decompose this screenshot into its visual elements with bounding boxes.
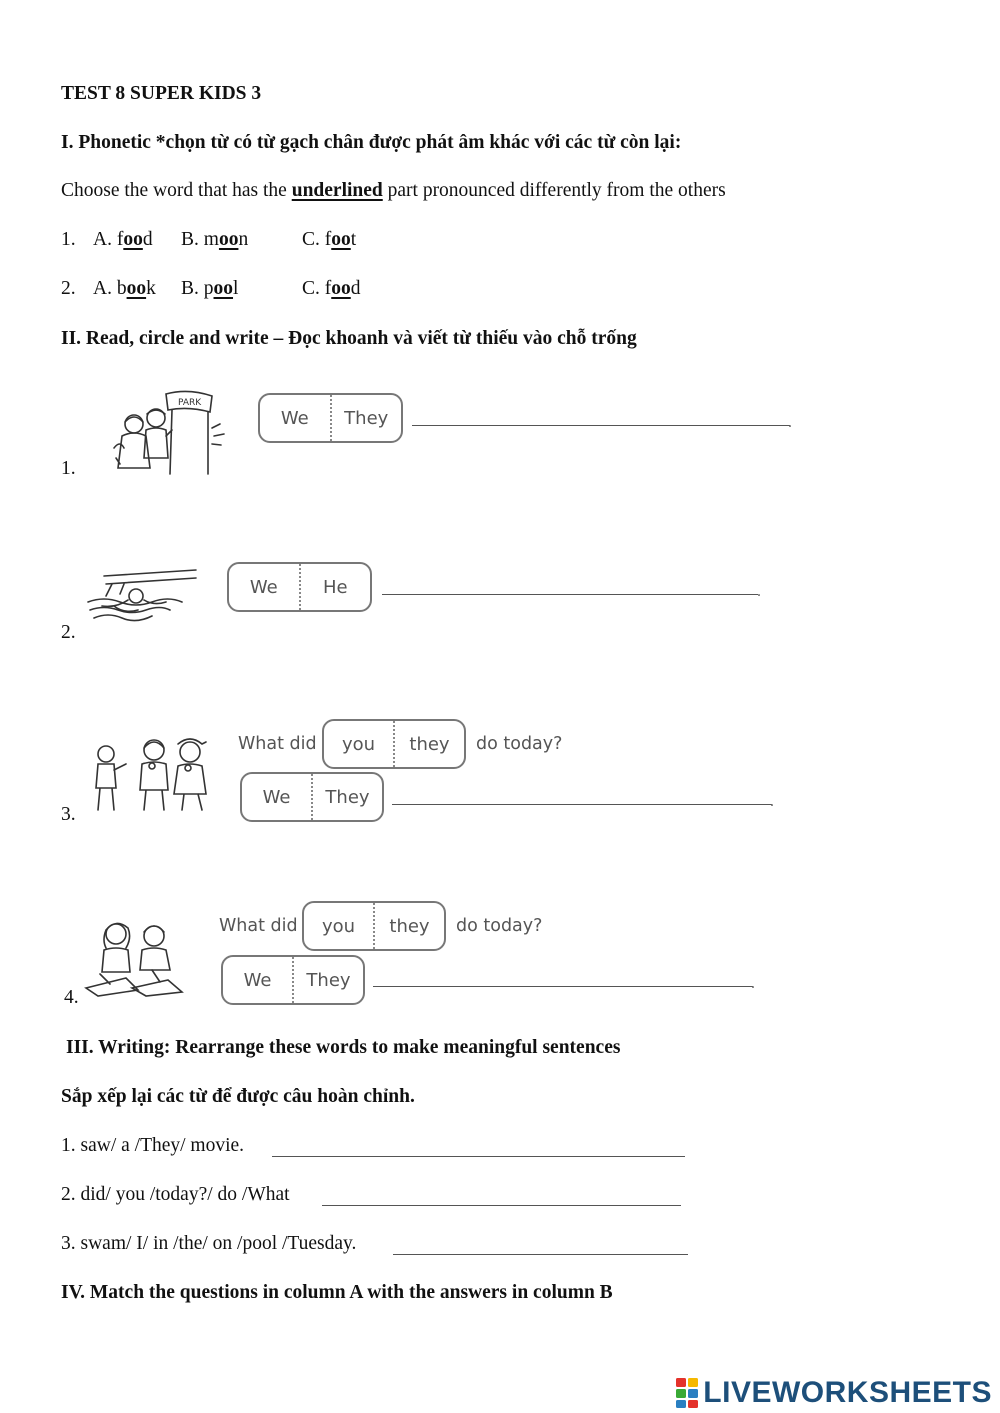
option-2a[interactable] bbox=[93, 278, 156, 300]
option-label: B. p bbox=[181, 278, 214, 299]
instruction-before: Choose the word that has the bbox=[61, 180, 292, 201]
liveworksheets-logo-icon bbox=[675, 1377, 699, 1409]
option-2c[interactable] bbox=[302, 278, 361, 300]
option-rest: t bbox=[350, 229, 357, 250]
option-label: A. f bbox=[93, 229, 124, 250]
phonetic-item-1 bbox=[61, 229, 76, 251]
section1-heading: I. Phonetic *chọn từ có từ gạch chân được phát âm khác với các từ còn lại: bbox=[61, 132, 682, 153]
line-end-3: . bbox=[770, 793, 774, 810]
choice-he[interactable]: He bbox=[322, 576, 348, 598]
line-end-1: . bbox=[788, 414, 792, 431]
section4-heading: IV. Match the questions in column A with the answers in column B bbox=[61, 1282, 613, 1303]
question-prefix-4: What did bbox=[219, 916, 298, 936]
rearrange-line-2[interactable] bbox=[322, 1205, 681, 1206]
option-1b[interactable] bbox=[181, 229, 248, 251]
choice-they[interactable]: They bbox=[306, 969, 351, 991]
option-highlight: oo bbox=[331, 278, 351, 299]
option-highlight: oo bbox=[213, 278, 234, 299]
question-prefix-3: What did bbox=[238, 734, 317, 754]
answer-line-2[interactable] bbox=[382, 594, 758, 595]
choice-box-1 bbox=[258, 393, 403, 443]
read-item-2-number: 2. bbox=[61, 622, 76, 643]
phonetic-item-2 bbox=[61, 278, 76, 300]
question-choice-box-3 bbox=[322, 719, 466, 769]
answer-line-1[interactable] bbox=[412, 425, 790, 426]
option-highlight: oo bbox=[126, 278, 147, 299]
rearrange-item-3: 3. swam/ I/ in /the/ on /pool /Tuesday. bbox=[61, 1233, 357, 1254]
liveworksheets-logo bbox=[675, 1376, 992, 1410]
option-rest: n bbox=[238, 229, 249, 250]
children-writing-illustration bbox=[80, 918, 188, 998]
choice-we[interactable]: We bbox=[223, 957, 294, 1003]
three-children-illustration bbox=[80, 732, 215, 812]
answer-line-4[interactable] bbox=[373, 986, 753, 987]
choice-we[interactable]: We bbox=[229, 564, 301, 610]
question-choice-box-4 bbox=[302, 901, 446, 951]
option-1a[interactable] bbox=[93, 229, 153, 251]
option-label: C. f bbox=[302, 278, 332, 299]
choice-they[interactable]: they bbox=[409, 733, 450, 755]
choice-we[interactable]: We bbox=[242, 774, 313, 820]
park-sign-text: PARK bbox=[178, 398, 202, 408]
line-end-4: . bbox=[751, 975, 755, 992]
question-suffix-3: do today? bbox=[476, 734, 563, 754]
rearrange-line-1[interactable] bbox=[272, 1156, 685, 1157]
section3-subheading: Sắp xếp lại các từ để được câu hoàn chỉnh. bbox=[61, 1086, 415, 1107]
item-number: 2. bbox=[61, 278, 76, 299]
swimming-boy-illustration bbox=[84, 562, 200, 632]
choice-box-3 bbox=[240, 772, 384, 822]
read-item-3-number: 3. bbox=[61, 804, 76, 825]
line-end-2: . bbox=[757, 583, 761, 600]
instruction-after: part pronounced differently from the others bbox=[382, 180, 726, 201]
section1-instruction bbox=[61, 180, 726, 202]
option-rest: l bbox=[233, 278, 239, 299]
choice-box-4 bbox=[221, 955, 365, 1005]
read-item-4-number: 4. bbox=[64, 987, 79, 1008]
answer-line-3[interactable] bbox=[392, 804, 772, 805]
choice-you[interactable]: you bbox=[304, 903, 375, 949]
liveworksheets-logo-text: LIVEWORKSHEETS bbox=[703, 1376, 992, 1409]
option-rest: d bbox=[142, 229, 153, 250]
park-children-illustration bbox=[108, 388, 238, 478]
section2-heading: II. Read, circle and write – Đọc khoanh và viết từ thiếu vào chỗ trống bbox=[61, 328, 637, 349]
option-highlight: oo bbox=[218, 229, 239, 250]
option-label: A. b bbox=[93, 278, 127, 299]
option-highlight: oo bbox=[331, 229, 351, 250]
option-2b[interactable] bbox=[181, 278, 238, 300]
instruction-underlined: underlined bbox=[291, 180, 383, 201]
section3-heading: III. Writing: Rearrange these words to make meaningful sentences bbox=[66, 1037, 621, 1058]
option-1c[interactable] bbox=[302, 229, 356, 251]
item-number: 1. bbox=[61, 229, 76, 250]
question-suffix-4: do today? bbox=[456, 916, 543, 936]
option-rest: k bbox=[146, 278, 156, 299]
choice-box-2 bbox=[227, 562, 372, 612]
choice-they[interactable]: They bbox=[344, 407, 389, 429]
rearrange-item-2: 2. did/ you /today?/ do /What bbox=[61, 1184, 290, 1205]
rearrange-item-1: 1. saw/ a /They/ movie. bbox=[61, 1135, 245, 1156]
read-item-1-number: 1. bbox=[61, 458, 76, 479]
choice-we[interactable]: We bbox=[260, 395, 332, 441]
choice-they[interactable]: They bbox=[325, 786, 370, 808]
option-rest: d bbox=[350, 278, 361, 299]
option-label: B. m bbox=[181, 229, 219, 250]
choice-they[interactable]: they bbox=[389, 915, 430, 937]
option-label: C. f bbox=[302, 229, 332, 250]
page-title: TEST 8 SUPER KIDS 3 bbox=[61, 83, 262, 104]
choice-you[interactable]: you bbox=[324, 721, 395, 767]
option-highlight: oo bbox=[123, 229, 143, 250]
rearrange-line-3[interactable] bbox=[393, 1254, 688, 1255]
